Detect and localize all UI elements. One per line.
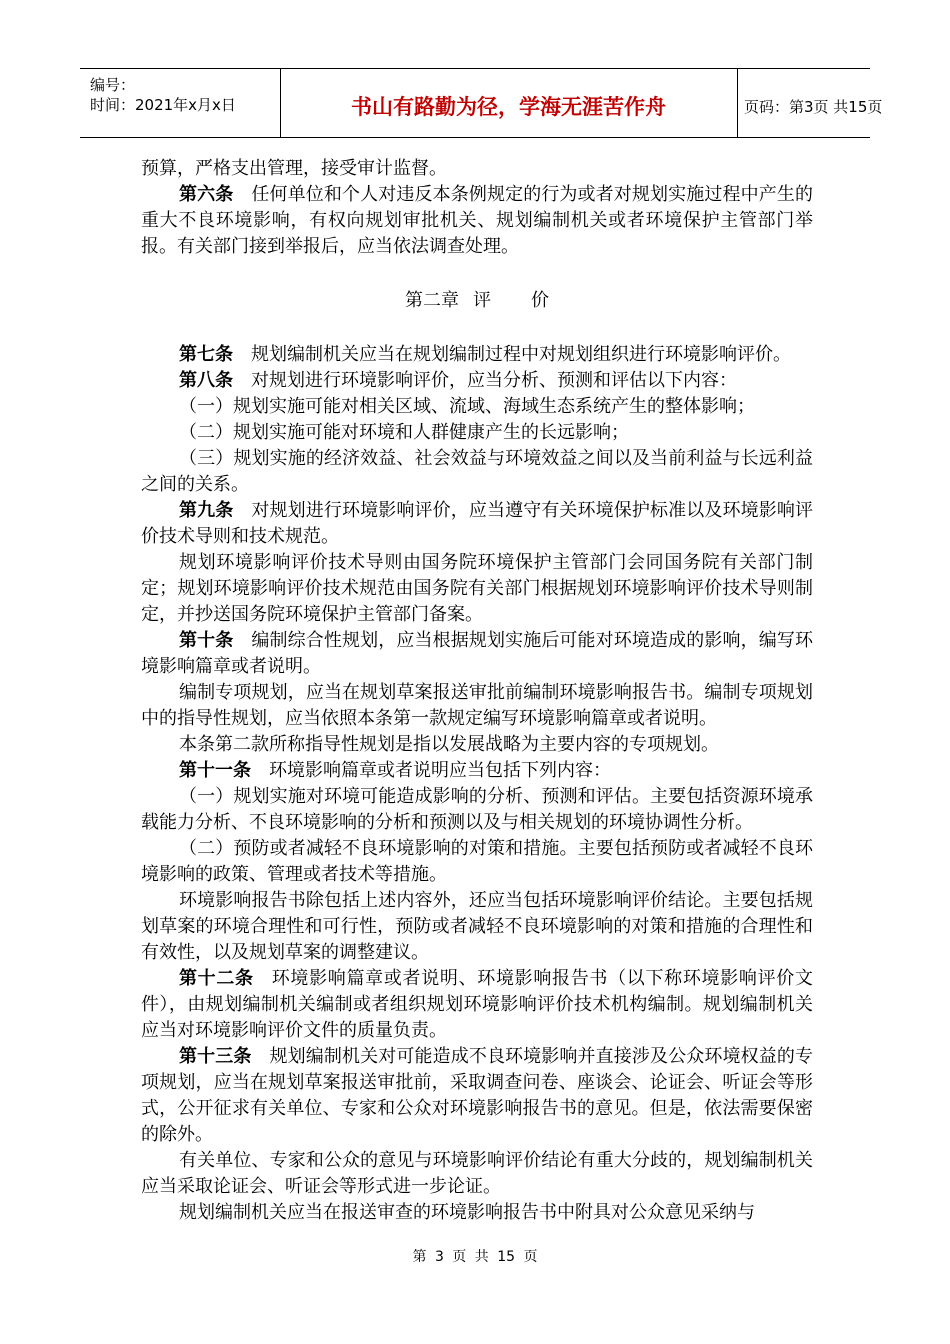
article-text: 编制综合性规划，应当根据规划实施后可能对环境造成的影响，编写环境影响篇章或者说明。	[141, 630, 814, 677]
article-title: 第十条	[179, 630, 234, 651]
list-item: （三）规划实施的经济效益、社会效益与环境效益之间以及当前利益与长远利益之间的关系。	[141, 448, 813, 495]
chapter-title-char: 评	[473, 290, 491, 311]
header-meta	[80, 69, 281, 137]
article-title: 第八条	[179, 370, 233, 391]
header-motto: 书山有路勤为径，学海无涯苦作舟	[351, 95, 666, 119]
list-item: （二）预防或者减轻不良环境影响的对策和措施。主要包括预防或者减轻不良环境影响的政策、管理或者技术等措施。	[141, 838, 813, 885]
paragraph: 规划环境影响评价技术导则由国务院环境保护主管部门会同国务院有关部门制定；规划环境影响评价技术规范由国务院有关部门根据规划环境影响评价技术导则制定，并抄送国务院环境保护主管部门备案。	[141, 552, 813, 625]
article-text: 规划编制机关应当在规划编制过程中对规划组织进行环境影响评价。	[251, 344, 791, 365]
article-title: 第十一条	[179, 760, 251, 781]
article-13	[141, 1044, 813, 1148]
article-text: 规划编制机关对可能造成不良环境影响并直接涉及公众环境权益的专项规划，应当在规划草案报送审批前，采取调查问卷、座谈会、论证会、听证会等形式，公开征求有关单位、专家和公众对环境影响报告书的意见。但是，依法需要保密的除外。	[141, 1046, 813, 1145]
header-motto-cell	[280, 69, 738, 137]
paragraph: 本条第二款所称指导性规划是指以发展战略为主要内容的专项规划。	[179, 734, 719, 755]
article-title: 第十三条	[179, 1046, 252, 1067]
page-footer: 第 3 页 共 15 页	[412, 1249, 538, 1265]
chapter-number: 第二章	[405, 290, 459, 311]
page-header	[80, 68, 883, 138]
article-text: 环境影响篇章或者说明应当包括下列内容：	[269, 760, 611, 781]
article-text: 环境影响篇章或者说明、环境影响报告书（以下称环境影响评价文件），由规划编制机关编制或者组织规划环境影响评价技术机构编制。规划编制机关应当对环境影响评价文件的质量负责。	[141, 968, 813, 1041]
article-text: 任何单位和个人对违反本条例规定的行为或者对规划实施过程中产生的重大不良环境影响，有权向规划审批机关、规划编制机关或者环境保护主管部门举报。有关部门接到举报后，应当依法调查处理。	[141, 184, 814, 257]
doc-number-label: 编号：	[90, 76, 136, 94]
paragraph: 预算，严格支出管理，接受审计监督。	[141, 158, 447, 179]
document-body	[141, 156, 813, 1226]
header-page-cell	[737, 69, 883, 137]
article-title: 第六条	[179, 184, 234, 205]
paragraph: 有关单位、专家和公众的意见与环境影响评价结论有重大分歧的，规划编制机关应当采取论证会、听证会等形式进一步论证。	[141, 1150, 813, 1197]
article-9	[141, 498, 813, 550]
paragraph: 规划编制机关应当在报送审查的环境影响报告书中附具对公众意见采纳与	[179, 1202, 755, 1223]
article-title: 第七条	[179, 344, 233, 365]
article-text: 对规划进行环境影响评价，应当遵守有关环境保护标准以及环境影响评价技术导则和技术规范。	[141, 500, 814, 547]
article-6	[141, 182, 813, 260]
list-item: （一）规划实施对环境可能造成影响的分析、预测和评估。主要包括资源环境承载能力分析、不良环境影响的分析和预测以及与相关规划的环境协调性分析。	[141, 786, 813, 833]
article-10	[141, 628, 813, 680]
paragraph: 编制专项规划，应当在规划草案报送审批前编制环境影响报告书。编制专项规划中的指导性规划，应当依照本条第一款规定编写环境影响篇章或者说明。	[141, 682, 813, 729]
article-8	[141, 368, 813, 394]
header-page-info: 页码：第3页 共15页	[744, 98, 883, 116]
article-7	[141, 342, 813, 368]
paragraph: 环境影响报告书除包括上述内容外，还应当包括环境影响评价结论。主要包括规划草案的环境合理性和可行性，预防或者减轻不良环境影响的对策和措施的合理性和有效性，以及规划草案的调整建议。	[141, 890, 813, 963]
list-item: （一）规划实施可能对相关区域、流域、海域生态系统产生的整体影响；	[179, 396, 755, 417]
chapter-title-char: 价	[531, 290, 549, 311]
list-item: （二）规划实施可能对环境和人群健康产生的长远影响；	[179, 422, 629, 443]
article-title: 第十二条	[179, 968, 254, 989]
article-text: 对规划进行环境影响评价，应当分析、预测和评估以下内容：	[251, 370, 737, 391]
doc-date-label: 时间：2021年x月x日	[90, 96, 236, 114]
article-11	[141, 758, 813, 784]
article-12	[141, 966, 813, 1044]
chapter-heading	[141, 288, 813, 314]
article-title: 第九条	[179, 500, 234, 521]
